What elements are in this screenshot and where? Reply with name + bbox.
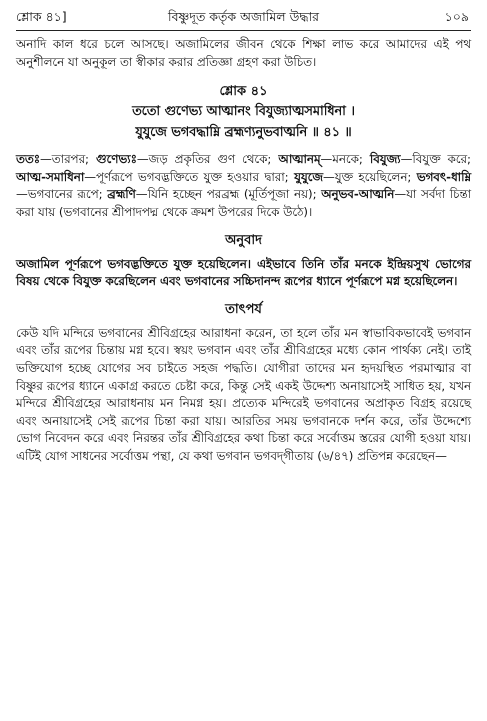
header-rule <box>16 30 471 31</box>
verse-number: শ্লোক ৪১ <box>219 84 268 100</box>
synonym-word: যুযুজে <box>294 169 323 184</box>
page-number: ১০৯ <box>444 9 469 24</box>
page-content <box>16 36 471 466</box>
running-head <box>16 6 471 28</box>
verse-line-2: যুযুজে ভগবদ্ধাম্নি ব্রহ্মণ্যনুভবাত্মনি ॥ ৪১ ॥ <box>135 125 352 141</box>
synonym-meaning: যা সর্বদা চিন্তা করা যায় (ভগবানের শ্রীপাদপদ্ম থেকে ক্রমশ উপরের দিকে উঠে)। <box>16 187 471 219</box>
synonym-word: আত্মানম্ <box>278 152 321 167</box>
synonym-word: আত্ম-সমাধিনা <box>16 169 85 184</box>
synonym-meaning: ভগবানের রূপে; <box>27 187 108 202</box>
synonym-meaning: জড় প্রকৃতির গুণ থেকে; <box>148 152 279 167</box>
synonyms-paragraph: ততঃ—তারপর; গুণেভ্যঃ—জড় প্রকৃতির গুণ থেকে; আত্মানম্—মনকে; বিযুজ্য—বিযুক্ত করে; আত্ম-সমাধিনা—পূর্ণরূপে ভগবদ্ভক্তিতে যুক্ত হওয়ার দ্বারা; যুযুজে—যুক্ত হয়েছিলেন; ভগবৎ-ধাম্নি—ভগবানের রূপে; ব্রহ্মণি—যিনি হচ্ছেন পরব্রহ্ম (মূর্তিপূজা নয়); অনুভব-আত্মনি—যা সর্বদা চিন্তা করা যায় (ভগবানের শ্রীপাদপদ্ম থেকে ক্রমশ উপরের দিকে উঠে)। <box>16 152 471 219</box>
synonym-meaning: বিযুক্ত করে; <box>412 152 471 167</box>
synonym-word: ব্রহ্মণি <box>107 187 136 202</box>
intro-paragraph: অনাদি কাল ধরে চলে আসছে। অজামিলের জীবন থেকে শিক্ষা লাভ করে আমাদের এই পথ অনুশীলনে যা অনুকূল তা স্বীকার করার প্রতিজ্ঞা গ্রহণ করা উচিত। <box>16 37 471 69</box>
translation-text: অজামিল পূর্ণরূপে ভগবদ্ভক্তিতে যুক্ত হয়েছিলেন। এইভাবে তিনি তাঁর মনকে ইন্দ্রিয়সুখ ভোগের বিষয় থেকে বিযুক্ত করেছিলেন এবং ভগবানের সচ্চিদানন্দ রূপের ধ্যানে পূর্ণরূপে মগ্ন হয়েছিলেন। <box>16 256 471 289</box>
synonym-meaning: পূর্ণরূপে ভগবদ্ভক্তিতে যুক্ত হওয়ার দ্বারা; <box>96 169 295 184</box>
chapter-title: বিষ্ণুদূত কর্তৃক অজামিল উদ্ধার <box>168 9 319 24</box>
synonym-meaning: যুক্ত হয়েছিলেন; <box>334 169 417 184</box>
synonym-word: বিযুজ্য <box>369 152 401 167</box>
synonym-word: ভগবৎ-ধাম্নি <box>416 169 471 184</box>
synonym-word: গুণেভ্যঃ <box>96 152 137 167</box>
translation-heading: অনুবাদ <box>225 232 262 248</box>
purport-heading: তাৎপর্য <box>225 301 262 317</box>
synonym-meaning: তারপর; <box>51 152 97 167</box>
verse-line-1: ততো গুণেভ্য আত্মানং বিযুজ্যাত্মসমাধিনা । <box>132 104 355 120</box>
synonym-meaning: যিনি হচ্ছেন পরব্রহ্ম (মূর্তিপূজা নয়); <box>147 187 322 202</box>
purport-text: কেউ যদি মন্দিরে ভগবানের শ্রীবিগ্রহের আরাধনা করেন, তা হলে তাঁর মন স্বাভাবিকভাবেই ভগবান এবং তাঁর রূপের চিন্তায় মগ্ন হবে। স্বয়ং ভগবান এবং তাঁর শ্রীবিগ্রহের মধ্যে কোন পার্থক্য নেই। তাই ভক্তিযোগ হচ্ছে যোগের সব চাইতে সহজ পদ্ধতি। যোগীরা তাদের মন হৃদয়স্থিত পরমাত্মার বা বিষ্ণুর রূপের ধ্যানে একাগ্র করতে চেষ্টা করে, কিন্তু সেই একই উদ্দেশ্য অনায়াসেই সাধিত হয়, যখন মন্দিরে শ্রীবিগ্রহের আরাধনায় মন নিমগ্ন হয়। প্রত্যেক মন্দিরেই ভগবানের অপ্রাকৃত বিগ্রহ রয়েছে এবং অনায়াসেই সেই রূপের চিন্তা করা যায়। আরতির সময় ভগবানকে দর্শন করে, তাঁর উদ্দেশ্যে ভোগ নিবেদন করে এবং নিরন্তর তাঁর শ্রীবিগ্রহের কথা চিন্তা করে সর্বোত্তম স্তরের যোগী হওয়া যায়। এটিই যোগ সাধনের সর্বোত্তম পন্থা, যে কথা ভগবান ভগবদ্‌গীতায় (৬/৪৭) প্রতিপন্ন করেছেন— <box>16 325 471 463</box>
synonym-word: ততঃ <box>16 152 40 167</box>
synonym-word: অনুভব-আত্মনি <box>321 187 395 202</box>
chapter-verse-ref: শ্লোক ৪১] <box>16 9 67 24</box>
synonym-meaning: মনকে; <box>332 152 370 167</box>
